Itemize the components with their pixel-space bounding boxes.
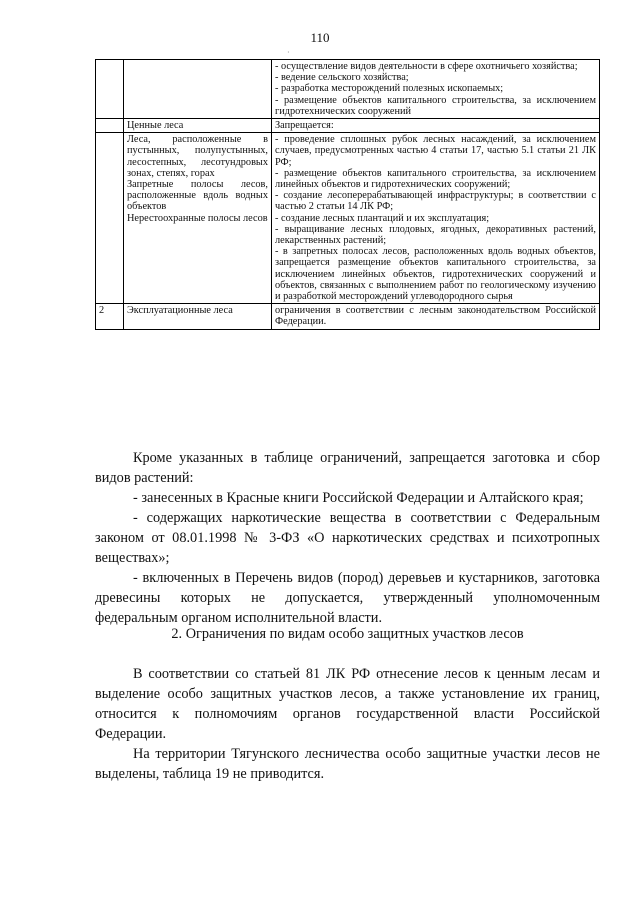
table-row [96,133,600,304]
description-cell: ограничения в соответствии с лесным законодательством Российской Федерации. [272,304,600,329]
category-item: Запретные полосы лесов, расположенные вдоль водных объектов [127,179,268,213]
paragraph: В соответствии со статьей 81 ЛК РФ отнесение лесов к ценным лесам и выделение особо защитных участков лесов, а также установление их границ, относится к полномочиям органов государственной власти Российской Федерации. [95,666,600,742]
table-row [96,60,600,119]
list-item: - ведение сельского хозяйства; [275,72,409,84]
restrictions-text [95,448,600,628]
description-cell [272,133,600,304]
paragraph: Кроме указанных в таблице ограничений, запрещается заготовка и сбор видов растений: [95,450,600,486]
scan-dot: · [287,48,290,57]
list-item: - разработка месторождений полезных ископаемых; [275,83,504,95]
list-item: - проведение сплошных рубок лесных насаждений, за исключением случаев, предусмотренных частью 4 статьи 17, частью 5.1 статьи 21 ЛК РФ; [275,134,596,168]
description-cell [272,60,600,119]
description-cell: Запрещается: [272,119,600,133]
list-item: - создание лесоперерабатывающей инфраструктуры; в соответствии с частью 2 статьи 14 ЛК РФ; [275,190,596,213]
section-heading-block [95,624,600,644]
table-row [96,304,600,329]
list-item: - создание лесных плантаций и их эксплуатация; [275,212,490,224]
list-item: - размещение объектов капитального строительства, за исключением линейных объектов и гидротехнических сооружений; [275,167,596,191]
category-item: Леса, расположенные в пустынных, полупустынных, лесостепных, лесотундровых зонах, степях, горах [127,134,268,179]
section-text [95,664,600,784]
category-cell: Ценные леса [124,119,272,133]
list-item: - осуществление видов деятельности в сфере охотничьего хозяйства; [275,61,578,72]
section-heading: 2. Ограничения по видам особо защитных участков лесов [171,626,524,642]
list-item: - размещение объектов капитального строительства, за исключением гидротехнических сооружений [275,94,596,117]
category-cell: Эксплуатационные леса [124,304,272,329]
list-item: - в запретных полосах лесов, расположенных вдоль водных объектов, запрещается размещение объектов капитального строительства, за исключением линейных объектов, гидротехнических сооружений и объектов, связанных с выполнением работ по геологическому изучению и разработкой месторождений углеводородного сырья [275,246,596,303]
list-item: - включенных в Перечень видов (пород) деревьев и кустарников, заготовка древесины которых не допускается, утвержденный уполномоченным федеральным органом исполнительной власти. [95,570,600,626]
row-number-cell [96,119,124,133]
category-cell [124,60,272,119]
list-item: - содержащих наркотические вещества в соответствии с Федеральным законом от 08.01.1998 № 3-ФЗ «О наркотических средствах и психотропных веществах»; [95,510,600,566]
list-item: - занесенных в Красные книги Российской Федерации и Алтайского края; [133,490,584,506]
table-row [96,119,600,133]
restrictions-table [95,59,600,330]
row-number-cell [96,60,124,119]
list-item: - выращивание лесных плодовых, ягодных, декоративных растений, лекарственных растений; [275,223,596,247]
row-number-cell [96,133,124,304]
category-cell [124,133,272,304]
category-item: Нерестоохранные полосы лесов [127,212,268,224]
row-number-cell: 2 [96,304,124,329]
paragraph: На территории Тягунского лесничества особо защитные участки лесов не выделены, таблица 19 не приводится. [95,746,600,782]
page-number: 110 [310,30,330,45]
